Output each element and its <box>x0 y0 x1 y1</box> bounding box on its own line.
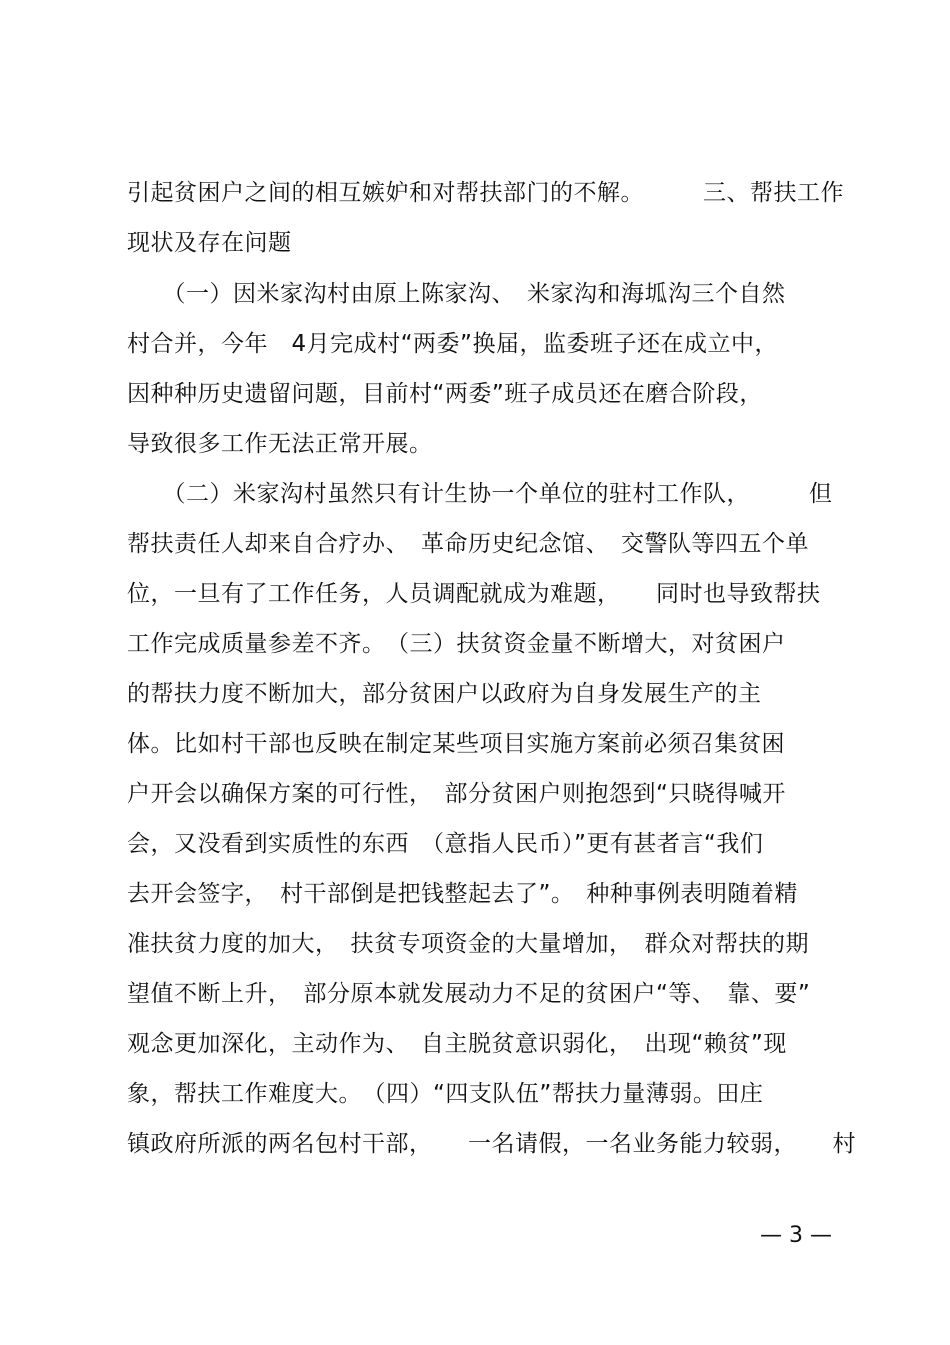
text-line-3: （一）因米家沟村由原上陈家沟、 米家沟和海坬沟三个自然 <box>127 281 786 307</box>
text-line-10: 工作完成质量参差不齐。 （三）扶贫资金量不断增大，对贫困户 <box>127 631 786 657</box>
text-line-6: 导致很多工作无法正常开展。 <box>127 431 433 457</box>
text-line-8: 帮扶责任人却来自合疗办、 革命历史纪念馆、 交警队等四五个单 <box>127 531 809 557</box>
page-number: — 3 — <box>760 1223 832 1248</box>
text-line-4: 村合并，今年 4月完成村“两委”换届，监委班子还在成立中， <box>127 331 778 357</box>
text-line-18: 观念更加深化，主动作为、 自主脱贫意识弱化， 出现“赖贫”现 <box>127 1031 787 1057</box>
text-line-15: 去开会签字， 村干部倒是把钱整起去了”。 种种事例表明随着精 <box>127 881 798 907</box>
text-line-17: 望值不断上升， 部分原本就发展动力不足的贫困户“等、 靠、要” <box>127 981 811 1007</box>
text-line-13: 户开会以确保方案的可行性， 部分贫困户则抱怨到“只晓得喊开 <box>127 781 786 807</box>
text-line-5: 因种种历史遗留问题，目前村“两委”班子成员还在磨合阶段， <box>127 381 763 407</box>
text-line-9: 位，一旦有了工作任务，人员调配就成为难题， 同时也导致帮扶 <box>127 581 821 607</box>
text-line-14: 会，又没看到实质性的东西 （意指人民币）”更有甚者言“我们 <box>127 831 764 857</box>
text-line-20: 镇政府所派的两名包村干部， 一名请假，一名业务能力较弱， 村 <box>127 1131 856 1157</box>
text-line-7: （二）米家沟村虽然只有计生协一个单位的驻村工作队， 但 <box>127 481 833 507</box>
text-line-12: 体。比如村干部也反映在制定某些项目实施方案前必须召集贫困 <box>127 731 785 757</box>
text-line-2: 现状及存在问题 <box>127 230 292 256</box>
text-line-1: 引起贫困户之间的相互嫉妒和对帮扶部门的不解。 三、帮扶工作 <box>127 180 844 206</box>
text-line-11: 的帮扶力度不断加大，部分贫困户以政府为自身发展生产的主 <box>127 681 762 707</box>
text-line-16: 准扶贫力度的加大， 扶贫专项资金的大量增加， 群众对帮扶的期 <box>127 931 809 957</box>
text-line-19: 象，帮扶工作难度大。 （四）“四支队伍”帮扶力量薄弱。田庄 <box>127 1081 764 1107</box>
